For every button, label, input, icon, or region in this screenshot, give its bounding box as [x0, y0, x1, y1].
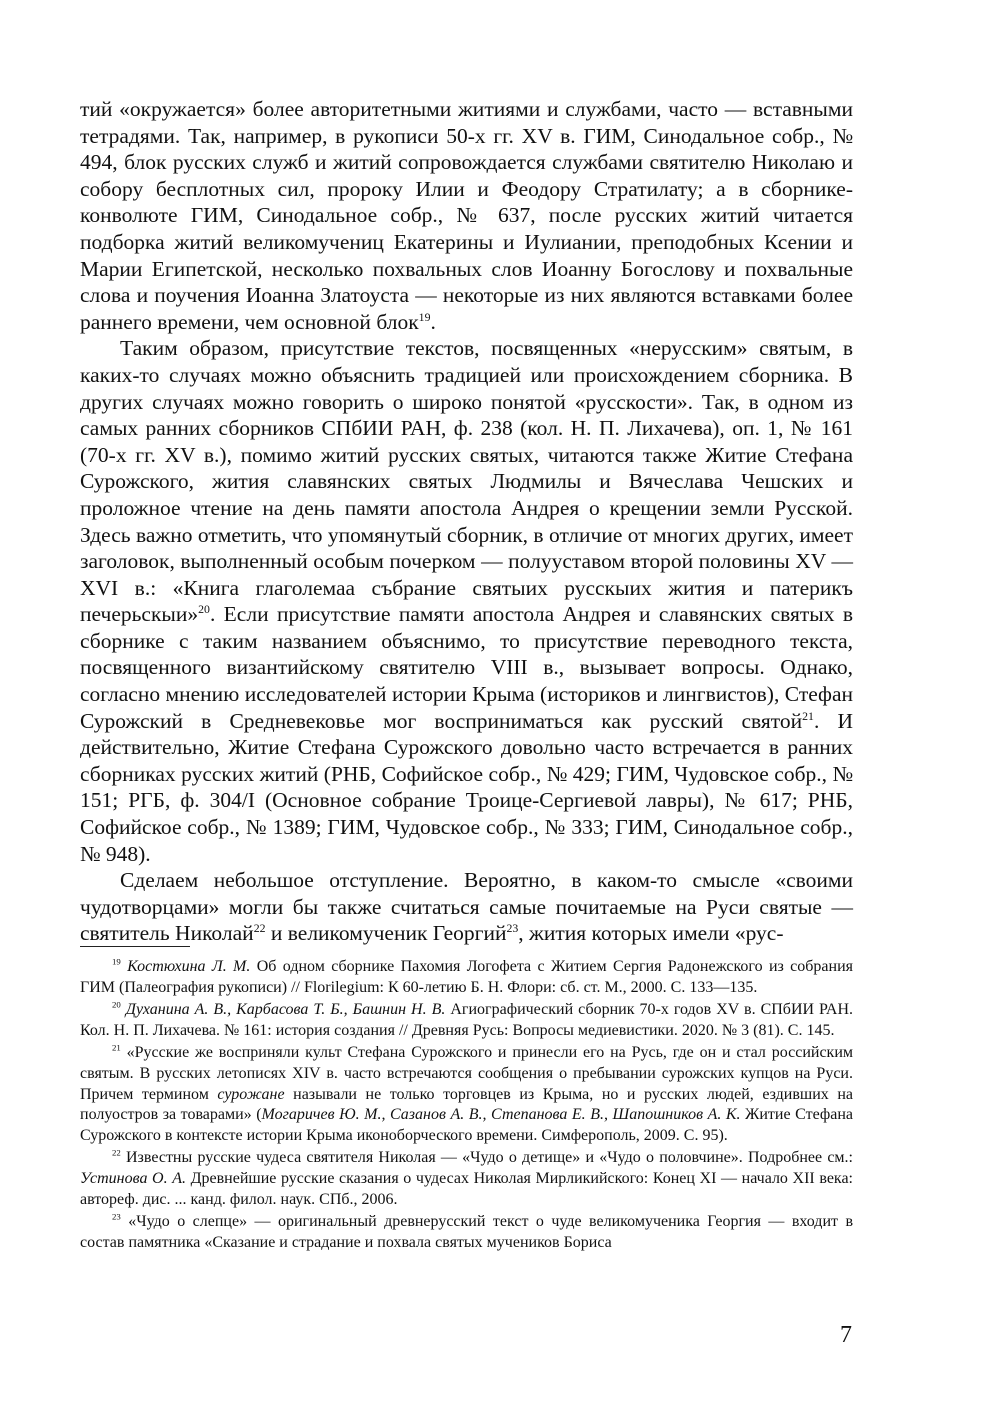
footnote-20 — [80, 1000, 853, 1041]
text-run: . И действительно, Житие Стефана Сурожского довольно часто встречается в ранних сборниках русских житий (РНБ, Софийское собр., № 429; ГИМ, Чудовское собр., № 151; РГБ, ф. 304/I (Основное собрание Троице-Сергиевой лавры), № 617; РНБ, Софийское собр., № 1389; ГИМ, Чудовское собр., № 333; ГИМ, Синодальное собр., № 948). — [80, 708, 853, 866]
footnote-19 — [80, 957, 853, 998]
text-run: Известны русские чудеса святителя Николая — «Чудо о детище» и «Чудо о половчине». Подробнее см.: — [120, 1149, 853, 1167]
footnote-23 — [80, 1212, 853, 1253]
footnote-ref-20[interactable]: 20 — [198, 602, 210, 617]
footnote-number: 19 — [112, 956, 121, 967]
italic-term: сурожане — [217, 1085, 285, 1103]
text-run: и великомученик Георгий — [265, 921, 507, 946]
author-name: Устинова О. А. — [80, 1169, 186, 1187]
page-number: 7 — [840, 1322, 852, 1348]
text-run: «Русские же восприняли культ Стефана Сурожского и принесли его на Русь, где он и стал российским святым. В русских летописях XIV в. часто встречаются сообщения о пребывании сурожских купцов на Руси. Причем термином — [80, 1044, 853, 1103]
footnote-number: 22 — [112, 1148, 121, 1159]
footnote-ref-22[interactable]: 22 — [253, 921, 266, 936]
footnote-ref-21[interactable]: 21 — [802, 708, 814, 723]
footnote-separator — [80, 946, 190, 947]
footnote-number: 20 — [112, 999, 121, 1010]
paragraph-2 — [80, 335, 853, 867]
text-run: . Если присутствие памяти апостола Андрея и славянских святых в сборнике с таким названием объяснимо, то присутствие переводного текста, посвященного византийскому святителю VIII в., вызывает вопросы. Однако, согласно мнению исследователей истории Крыма (историков и лингвистов), Стефан Сурожский в Средневековье мог восприниматься как русский святой — [80, 602, 853, 733]
footnote-22 — [80, 1148, 853, 1210]
text-run: Агиографический сборник 70-х годов XV в. СПбИИ РАН. Кол. Н. П. Лихачева. № 161: история создания // Древняя Русь: Вопросы медиевистики. 2020. № 3 (81). С. 145. — [80, 1001, 854, 1039]
paragraph-3 — [80, 867, 853, 947]
paragraph-1 — [80, 96, 853, 335]
author-name: Духанина А. В., Карбасова Т. Б., Башнин Н. В. — [125, 1001, 446, 1019]
footnotes — [80, 957, 853, 1255]
main-text — [80, 96, 853, 947]
footnote-ref-19[interactable]: 19 — [418, 309, 431, 324]
footnote-number: 23 — [112, 1211, 121, 1222]
text-run: Об одном сборнике Пахомия Логофета с Житием Сергия Радонежского из собрания ГИМ (Палеография рукописи) // Florilegium: К 60-летию Б. Н. Флори: сб. ст. М., 2000. С. 133—135. — [80, 958, 854, 996]
footnote-ref-23[interactable]: 23 — [506, 921, 519, 936]
footnote-number: 21 — [112, 1043, 121, 1054]
footnote-21 — [80, 1043, 853, 1146]
author-name: Костюхина Л. М. — [127, 958, 251, 975]
text-run: Сделаем небольшое отступление. Вероятно, в каком-то смысле «своими чудотворцами» могли бы также считаться самые почитаемые на Руси святые — святитель Николай — [80, 868, 853, 946]
text-run: называли не только торговцев из Крыма, но и русских людей, ездивших на полуостров за товарами» ( — [80, 1085, 854, 1124]
text-run: «Чудо о слепце» — оригинальный древнерусский текст о чуде великомученика Георгия — входит в состав памятника «Сказание и страдание и похвала святых мучеников Бориса — [80, 1213, 853, 1251]
author-name: Могаричев Ю. М., Сазанов А. В., Степанова Е. В., Шапошников А. К. — [261, 1106, 741, 1124]
text-run: Таким образом, присутствие текстов, посвященных «нерусским» святым, в каких-то случаях можно объяснить традицией или происхождением сборника. В других случаях можно говорить о широко понятой «русскости». Так, в одном из самых ранних сборников СПбИИ РАН, ф. 238 (кол. Н. П. Лихачева), оп. 1, № 161 (70-х гг. XV в.), помимо житий русских святых, читаются также Житие Стефана Сурожского, жития славянских святых Людмилы и Вячеслава Чешских и проложное чтение на день памяти апостола Андрея о крещении земли Русской. Здесь важно отметить, что упомянутый сборник, в отличие от многих других, имеет заголовок, выполненный особым почерком — полууставом второй половины XV — XVI в.: «Книга глаголемаа събрание святыих русскыих жития и патерикъ печерьскыи» — [80, 336, 853, 627]
text-run: . — [430, 309, 436, 334]
text-run: Древнейшие русские сказания о чудесах Николая Мирликийского: Конец XI — начало XII века: автореф. дис. ... канд. филол. наук. СПб., 2006. — [80, 1169, 853, 1208]
text-run: , жития которых имели «рус- — [518, 921, 784, 946]
text-run: Житие Стефана Сурожского в контексте истории Крыма иконоборческого времени. Симферополь, 2009. С. 95). — [80, 1106, 853, 1144]
text-run: тий «окружается» более авторитетными житиями и службами, часто — вставными тетрадями. Так, например, в рукописи 50-х гг. XV в. ГИМ, Синодальное собр., № 494, блок русских служб и житий сопровождается службами святителю Николаю и собору бесплотных сил, пророку Илии и Феодору Стратилату; а в сборнике-конволюте ГИМ, Синодальное собр., № 637, после русских житий читается подборка житий великомучениц Екатерины и Иулиании, преподобных Ксении и Марии Египетской, несколько похвальных слов Иоанну Богослову и похвальные слова и поучения Иоанна Златоуста — некоторые из них являются вставками более раннего времени, чем основной блок — [80, 97, 853, 334]
